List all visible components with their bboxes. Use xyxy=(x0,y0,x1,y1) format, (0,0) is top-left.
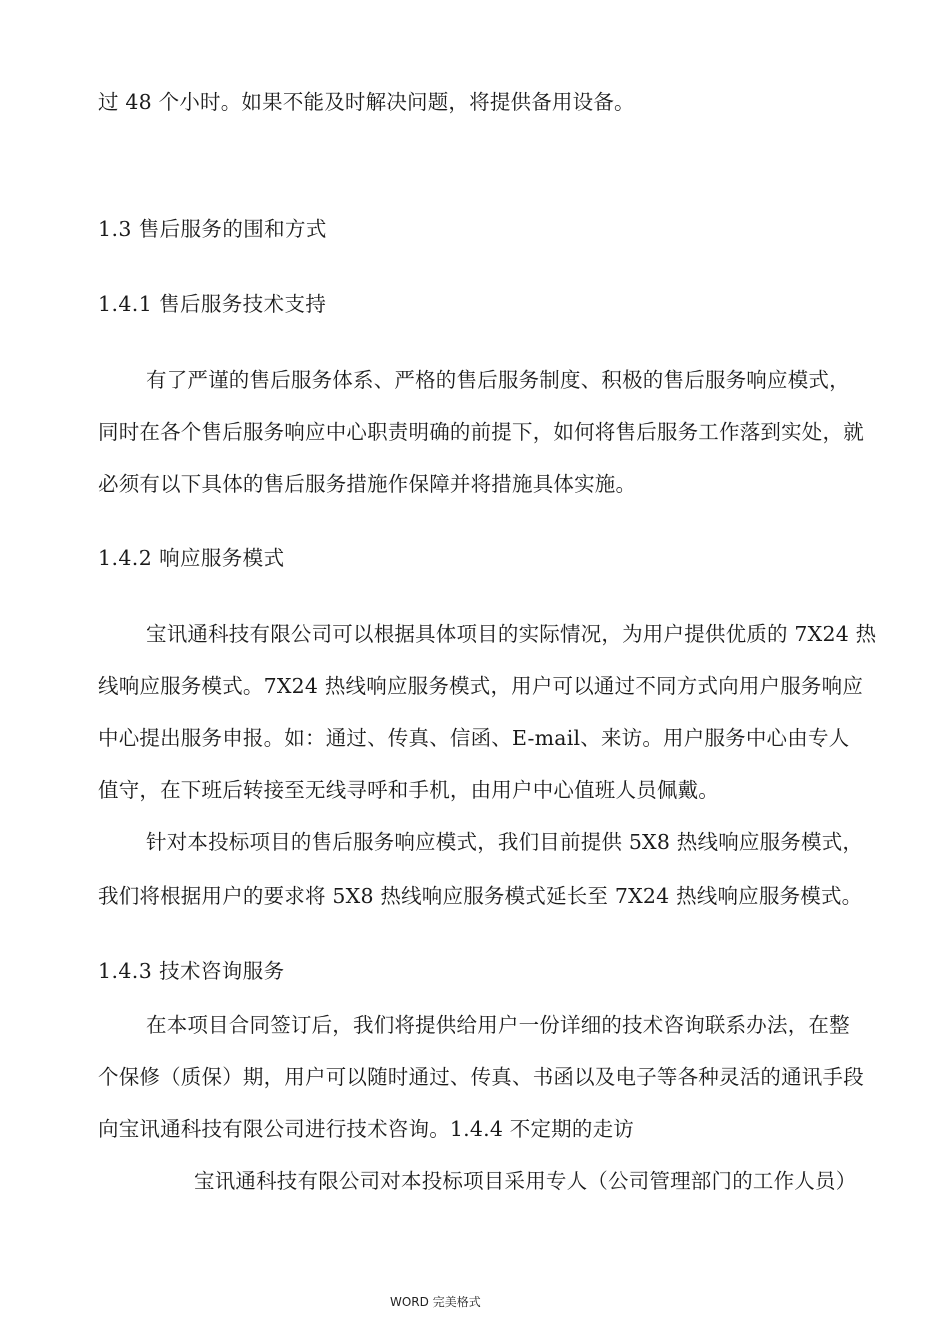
subsection-heading: 1.4.2 响应服务模式 xyxy=(98,546,285,570)
subsection-heading: 1.4.3 技术咨询服务 xyxy=(98,959,285,983)
paragraph-line: 线响应服务模式。7X24 热线响应服务模式，用户可以通过不同方式向用户服务响应 xyxy=(98,674,864,698)
paragraph-line: 针对本投标项目的售后服务响应模式，我们目前提供 5X8 热线响应服务模式， xyxy=(146,830,864,854)
paragraph-line: 宝讯通科技有限公司可以根据具体项目的实际情况，为用户提供优质的 7X24 热 xyxy=(146,622,877,646)
paragraph-line: 值守，在下班后转接至无线寻呼和手机，由用户中心值班人员佩戴。 xyxy=(98,778,719,802)
paragraph-line: 向宝讯通科技有限公司进行技术咨询。1.4.4 不定期的走访 xyxy=(98,1117,634,1141)
paragraph-line: 我们将根据用户的要求将 5X8 热线响应服务模式延长至 7X24 热线响应服务模式。 xyxy=(98,884,863,908)
paragraph-line: 个保修（质保）期，用户可以随时通过、传真、书函以及电子等各种灵活的通讯手段 xyxy=(98,1065,864,1089)
page-footer: WORD 完美格式 xyxy=(390,1295,481,1309)
body-text-line: 过 48 个小时。如果不能及时解决问题，将提供备用设备。 xyxy=(98,90,635,114)
subsection-heading: 1.4.1 售后服务技术支持 xyxy=(98,292,327,316)
paragraph-line: 中心提出服务申报。如：通过、传真、信函、E-mail、来访。用户服务中心由专人 xyxy=(98,726,850,750)
paragraph-line: 必须有以下具体的售后服务措施作保障并将措施具体实施。 xyxy=(98,472,637,496)
paragraph-line: 有了严谨的售后服务体系、严格的售后服务制度、积极的售后服务响应模式， xyxy=(146,368,850,392)
paragraph-line: 宝讯通科技有限公司对本投标项目采用专人（公司管理部门的工作人员） xyxy=(194,1169,857,1193)
paragraph-line: 同时在各个售后服务响应中心职责明确的前提下，如何将售后服务工作落到实处，就 xyxy=(98,420,864,444)
paragraph-line: 在本项目合同签订后，我们将提供给用户一份详细的技术咨询联系办法，在整 xyxy=(146,1013,850,1037)
section-heading: 1.3 售后服务的围和方式 xyxy=(98,217,327,241)
